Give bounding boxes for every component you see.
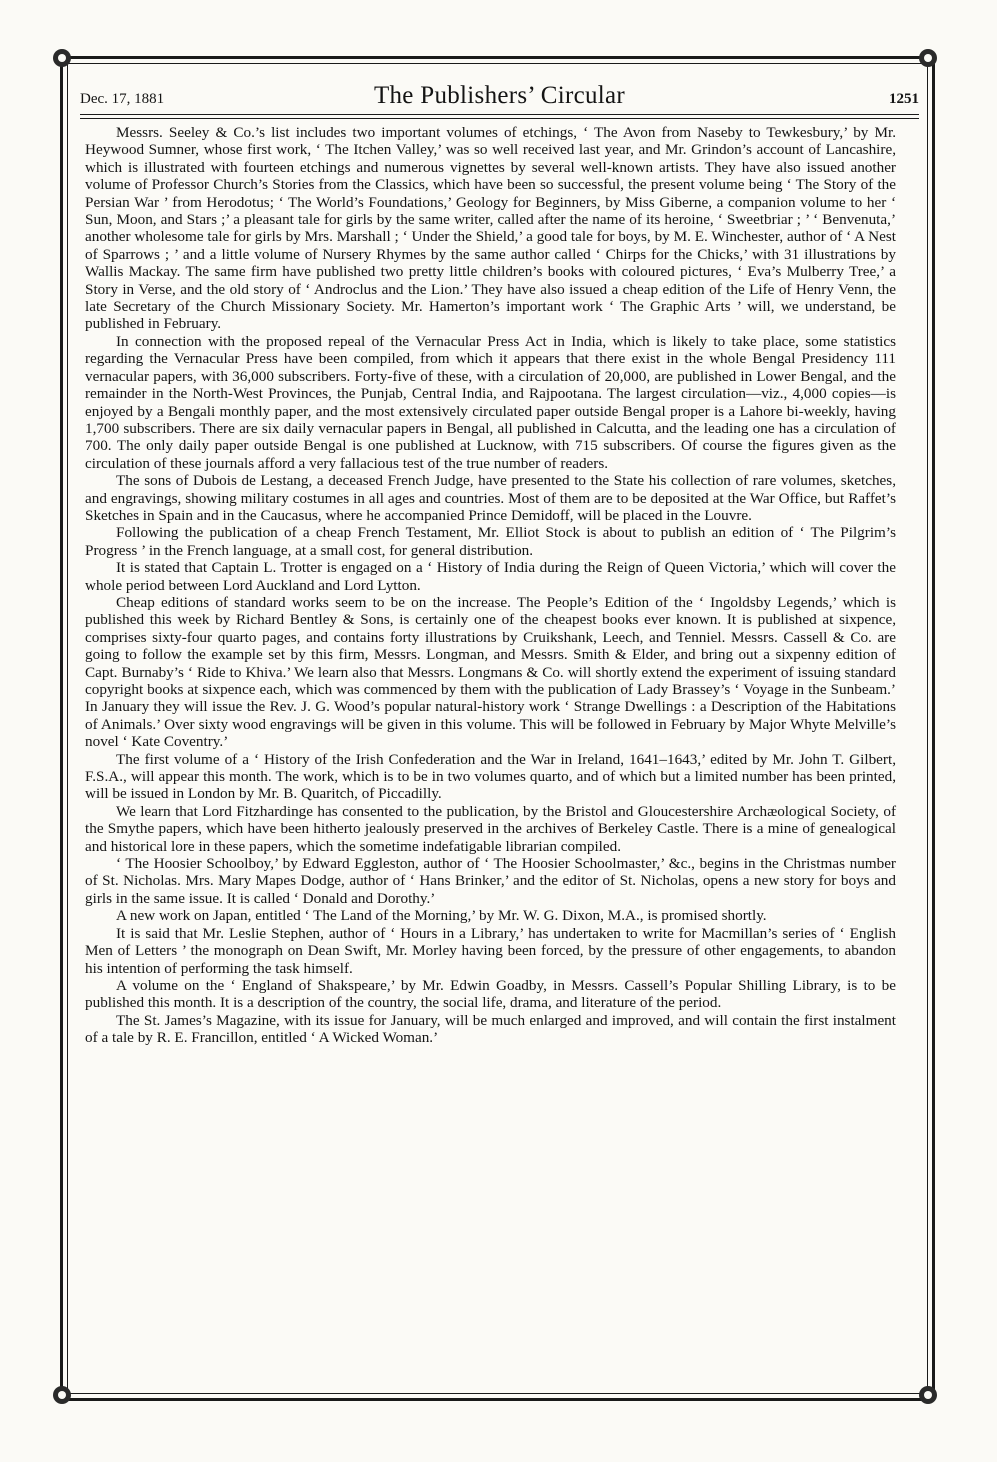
paragraph: A new work on Japan, entitled ‘ The Land of the Morning,’ by Mr. W. G. Dixon, M.A., is promised shortly. (116, 907, 767, 925)
paragraph: It is stated that Captain L. Trotter is engaged on a ‘ History of India during the Reign of Queen Victoria,’ which will cover the whole period between Lord Auckland and Lord Lytton. (85, 559, 896, 594)
page-border-bottom (60, 1393, 931, 1401)
article-body (85, 124, 896, 1047)
paragraph: Cheap editions of standard works seem to be on the increase. The People’s Edition of the ‘ Ingoldsby Legends,’ which is published this week by Richard Bentley & Sons, is certainly one of the cheapest books ever known. It is published at sixpence, comprises sixty-four quarto pages, and contains forty illustrations by Cruikshank, Leech, and Tenniel. Messrs. Cassell & Co. are going to follow the example set by this firm, Messrs. Longman, and Messrs. Smith & Elder, and bring out a sixpenny edition of Capt. Burnaby’s ‘ Ride to Khiva.’ We learn also that Messrs. Longmans & Co. will shortly extend the experiment of issuing standard copyright books at sixpence each, which was commenced by them with the publication of Lady Brassey’s ‘ Voyage in the Sunbeam.’ In January they will issue the Rev. J. G. Wood’s popular natural-history work ‘ Strange Dwellings : a Description of the Habitations of Animals.’ Over sixty wood engravings will be given in this volume. This will be followed in February by Major Whyte Melville’s novel ‘ Kate Coventry.’ (85, 593, 896, 751)
corner-ornament-icon (53, 49, 71, 67)
page-border-right (927, 56, 935, 1397)
corner-ornament-icon (919, 49, 937, 67)
paragraph: Messrs. Seeley & Co.’s list includes two important volumes of etchings, ‘ The Avon from Naseby to Tewkesbury,’ by Mr. Heywood Sumner, whose first work, ‘ The Itchen Valley,’ was so well received last year, and Mr. Grindon’s account of Lancashire, which is illustrated with fourteen etchings and numerous vignettes by several well-known artists. They have also issued another volume of Professor Church’s Stories from the Classics, which have been so successful, the present volume being ‘ The Story of the Persian War ’ from Herodotus; ‘ The World’s Foundations,’ Geology for Beginners, by Miss Giberne, a companion volume to her ‘ Sun, Moon, and Stars ;’ a pleasant tale for girls by the same writer, called after the name of its heroine, ‘ Sweetbriar ; ’ ‘ Benvenuta,’ another wholesome tale for girls by Mrs. Marshall ; ‘ Under the Shield,’ a good tale for boys, by M. E. Winchester, author of ‘ A Nest of Sparrows ; ’ and a little volume of Nursery Rhymes by the same author called ‘ Chirps for the Chicks,’ with 31 illustrations by Wallis Mackay. The same firm have published two pretty little children’s books with coloured pictures, ‘ Eva’s Mulberry Tree,’ a Story in Verse, and the old story of ‘ Androclus and the Lion.’ They have also issued a cheap edition of the Life of Henry Venn, the late Secretary of the Church Missionary Society. Mr. Hamerton’s important work ‘ The Graphic Arts ’ will, we understand, be published in February. (85, 124, 896, 333)
running-header (80, 80, 919, 110)
journal-title: The Publishers’ Circular (373, 82, 626, 109)
page-border-left (60, 56, 68, 1397)
corner-ornament-icon (919, 1386, 937, 1404)
paragraph: The St. James’s Magazine, with its issue for January, will be much enlarged and improved, and will contain the first instalment of a tale by R. E. Francillon, entitled ‘ A Wicked Woman.’ (85, 1011, 896, 1047)
corner-ornament-icon (53, 1386, 71, 1404)
page-number: 1251 (889, 91, 919, 107)
paragraph: Following the publication of a cheap French Testament, Mr. Elliot Stock is about to publish an edition of ‘ The Pilgrim’s Progress ’ in the French language, at a small cost, for general distribution. (85, 524, 896, 559)
header-rule (80, 114, 919, 119)
paragraph: The sons of Dubois de Lestang, a deceased French Judge, have presented to the State his collection of rare volumes, sketches, and engravings, showing military costumes in all ages and countries. Most of them are to be deposited at the War Office, but Raffet’s Sketches in Spain and in the Caucasus, where he accompanied Prince Demidoff, will be placed in the Louvre. (85, 472, 896, 524)
paragraph: ‘ The Hoosier Schoolboy,’ by Edward Eggleston, author of ‘ The Hoosier Schoolmaster,’ &c., begins in the Christmas number of St. Nicholas. Mrs. Mary Mapes Dodge, author of ‘ Hans Brinker,’ and the editor of St. Nicholas, opens a new story for boys and girls in the same issue. It is called ‘ Donald and Dorothy.’ (85, 855, 896, 907)
paragraph: A volume on the ‘ England of Shakspeare,’ by Mr. Edwin Goadby, in Messrs. Cassell’s Popular Shilling Library, is to be published this month. It is a description of the country, the social life, drama, and literature of the period. (85, 976, 896, 1012)
paragraph: In connection with the proposed repeal of the Vernacular Press Act in India, which is likely to take place, some statistics regarding the Vernacular Press have been compiled, from which it appears that there exist in the whole Bengal Presidency 111 vernacular papers, with 36,000 subscribers. Forty-five of these, with a circulation of 20,000, are published in Lower Bengal, and the remainder in the North-West Provinces, the Punjab, Central India, and Rajpootana. The largest circulation—viz., 4,000 copies—is enjoyed by a Bengali monthly paper, and the most extensively circulated paper outside Bengal proper is a Lahore bi-weekly, having 1,700 subscribers. There are six daily vernacular papers in Bengal, all published in Calcutta, and the leading one has a circulation of 700. The only daily paper outside Bengal is one published at Lucknow, with 715 subscribers. Of course the figures given as the circulation of these journals afford a very fallacious test of the true number of readers. (85, 332, 896, 472)
paragraph: We learn that Lord Fitzhardinge has consented to the publication, by the Bristol and Gloucestershire Archæological Society, of the Smythe papers, which have been hitherto jealously preserved in the archives of Berkeley Castle. There is a mine of genealogical and historical lore in these papers, which the sometime indefatigable librarian compiled. (85, 802, 896, 855)
page-border-top (60, 56, 931, 64)
issue-date: Dec. 17, 1881 (80, 91, 165, 107)
paragraph: The first volume of a ‘ History of the Irish Confederation and the War in Ireland, 1641–1643,’ edited by Mr. John T. Gilbert, F.S.A., will appear this month. The work, which is to be in two volumes quarto, and of which but a limited number has been printed, will be issued in London by Mr. B. Quaritch, of Piccadilly. (85, 750, 896, 803)
paragraph: It is said that Mr. Leslie Stephen, author of ‘ Hours in a Library,’ has undertaken to write for Macmillan’s series of ‘ English Men of Letters ’ the monograph on Dean Swift, Mr. Morley having been forced, by the pressure of other engagements, to abandon his intention of performing the task himself. (85, 924, 896, 977)
